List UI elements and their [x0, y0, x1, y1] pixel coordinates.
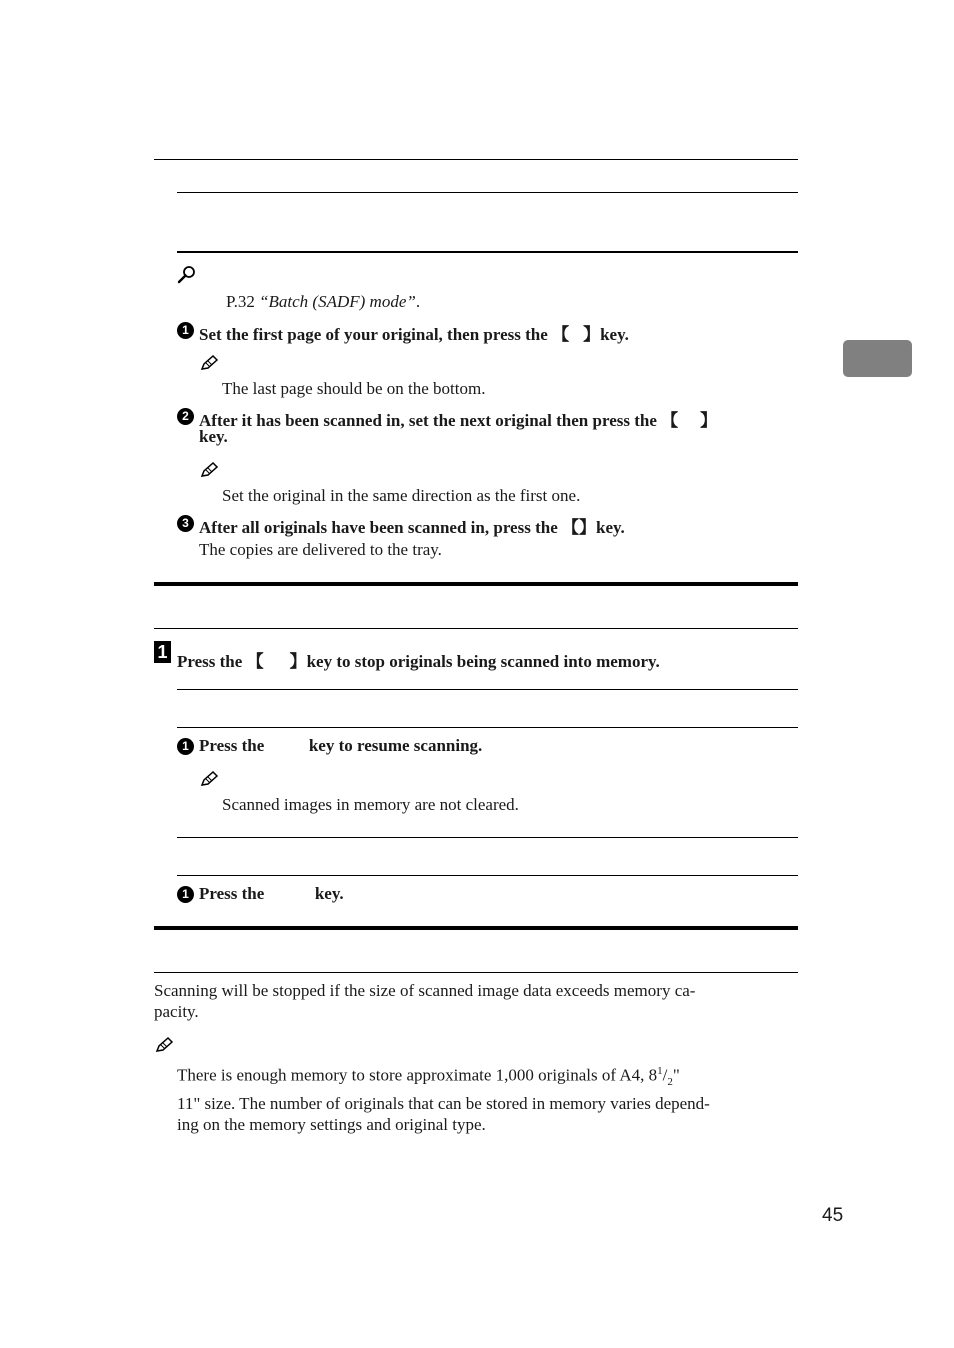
fraction-slash: /	[662, 1065, 668, 1085]
step-key-end: key.	[600, 325, 629, 344]
fraction-numerator: 1	[657, 1065, 663, 1077]
step-text-label: Set the first page of your original, then press the	[199, 325, 548, 344]
inch-mark: "	[672, 1065, 680, 1085]
step-number: 1	[177, 322, 194, 339]
step-text	[199, 406, 799, 431]
key-bracket-open: 【	[562, 518, 579, 538]
step-text	[199, 320, 629, 345]
note-text: Set the original in the same direction as the first one.	[222, 486, 581, 505]
fraction-denominator: 2	[667, 1076, 673, 1089]
step-key-end: key.	[596, 518, 625, 537]
step-text	[199, 736, 482, 756]
key-bracket-open: 【	[246, 652, 264, 672]
sub-rule	[177, 727, 798, 728]
sub-rule	[177, 689, 798, 690]
chapter-tab	[843, 340, 912, 377]
result-text: The copies are delivered to the tray.	[199, 540, 442, 559]
step-key-end: key.	[199, 427, 228, 446]
step-text-label: After all originals have been scanned in, press the	[199, 518, 558, 537]
section-divider	[154, 926, 798, 930]
reference-title[interactable]: “Batch (SADF) mode”	[259, 292, 416, 311]
step-number: 1	[177, 886, 194, 903]
key-bracket-close: 】	[583, 325, 601, 345]
section-rule	[177, 251, 798, 253]
section-rule	[154, 972, 798, 973]
paragraph-line: pacity.	[154, 1002, 199, 1021]
sub-rule	[177, 837, 798, 838]
pencil-note-icon	[154, 1036, 174, 1054]
key-bracket-close: 】	[579, 518, 596, 538]
key-bracket-open: 【	[552, 325, 570, 345]
step-text-end: key to stop originals being scanned into memory.	[306, 652, 660, 671]
section-rule	[154, 628, 798, 629]
key-bracket-close: 】	[700, 411, 718, 431]
paragraph	[154, 981, 804, 1022]
page-number: 45	[822, 1205, 844, 1226]
note-line: ing on the memory settings and original type.	[177, 1115, 486, 1135]
note-line-text: There is enough memory to store approximate 1,000 originals of A4, 8	[177, 1065, 658, 1085]
sub-rule	[177, 875, 798, 876]
pencil-note-icon	[199, 770, 219, 788]
step-text-start: Press the	[177, 652, 243, 671]
step-text	[199, 513, 625, 538]
step-number: 1	[177, 738, 194, 755]
magnifier-reference-icon	[177, 265, 197, 285]
section-rule	[177, 192, 798, 193]
step-text	[177, 647, 660, 672]
step-text-start: Press the	[199, 736, 265, 755]
pencil-note-icon	[199, 461, 219, 479]
step-text-end: key.	[314, 884, 344, 903]
step-number: 3	[177, 515, 194, 532]
note-text: Scanned images in memory are not cleared.	[222, 795, 519, 814]
reference-end: .	[415, 292, 421, 311]
step-text-label: After it has been scanned in, set the next original then press the	[199, 411, 657, 430]
note-line	[177, 1061, 802, 1093]
paragraph-line: Scanning will be stopped if the size of scanned image data exceeds memory ca-	[154, 981, 696, 1000]
note-line: 11" size. The number of originals that can be stored in memory varies depend-	[177, 1094, 710, 1114]
reference-page[interactable]: P.32	[226, 292, 255, 311]
key-bracket-close: 】	[289, 652, 307, 672]
step-number-box: 1	[154, 641, 171, 663]
section-divider	[154, 582, 798, 586]
key-bracket-open: 【	[661, 411, 679, 431]
pencil-note-icon	[199, 354, 219, 372]
header-rule	[154, 159, 798, 160]
step-text-start: Press the	[199, 884, 265, 903]
step-text-end: key to resume scanning.	[308, 736, 483, 755]
step-number: 2	[177, 408, 194, 425]
note-text: The last page should be on the bottom.	[222, 379, 486, 398]
step-text	[199, 884, 344, 904]
reference-line	[226, 292, 420, 312]
note-text	[177, 1061, 802, 1135]
